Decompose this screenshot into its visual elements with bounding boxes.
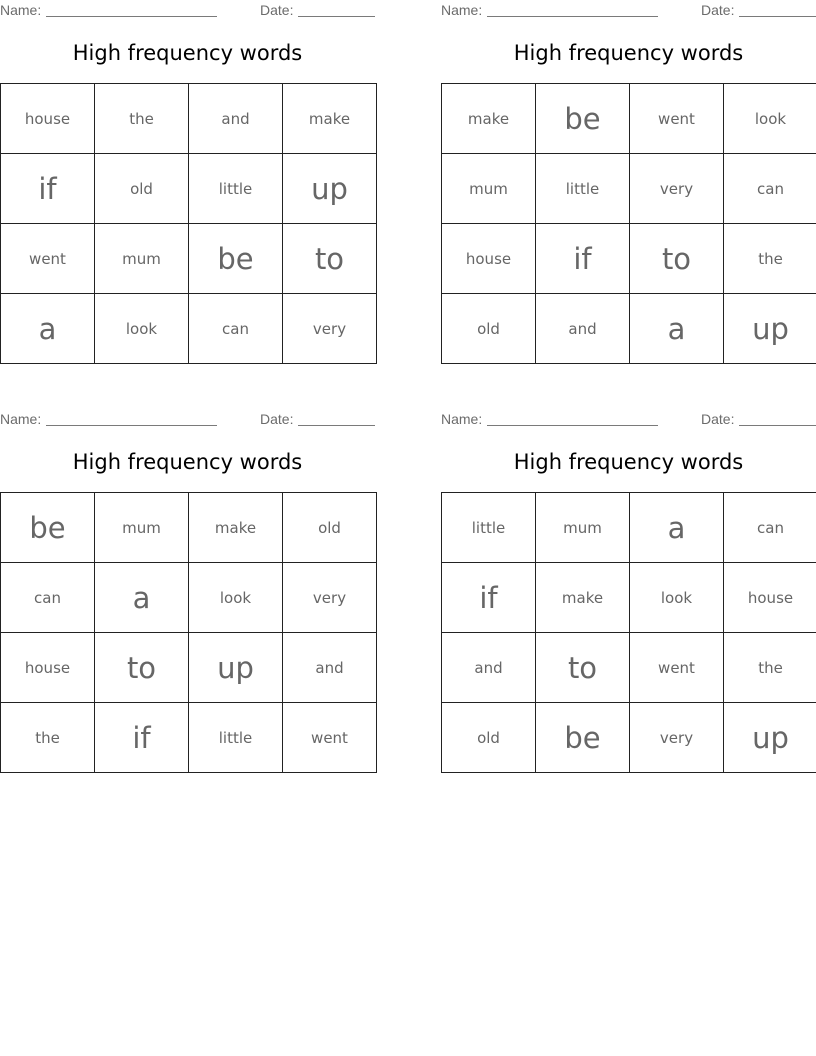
word-cell: and [189,84,283,154]
word-cell: look [724,84,816,154]
word-cell: make [442,84,536,154]
word-cell: went [630,633,724,703]
word-cell: little [189,703,283,773]
word-cell: be [1,493,95,563]
word-cell: mum [95,224,189,294]
name-blank-line [487,16,658,17]
date-label: Date: [260,2,294,18]
card-title: High frequency words [72,41,303,65]
word-cell: to [630,224,724,294]
word-cell: make [189,493,283,563]
grid-row [442,224,816,294]
word-cell: make [536,563,630,633]
word-cell: the [95,84,189,154]
word-cell: went [630,84,724,154]
name-label: Name: [441,411,483,427]
card-header [0,411,375,429]
word-cell: went [283,703,377,773]
word-cell: the [724,224,816,294]
card-title: High frequency words [513,450,744,474]
word-cell: went [1,224,95,294]
name-blank-line [487,425,658,426]
grid-row [1,154,377,224]
grid-row [442,84,816,154]
bingo-card-3 [0,409,375,774]
card-header [441,411,816,429]
name-label: Name: [0,2,42,18]
word-cell: up [283,154,377,224]
grid-row [1,563,377,633]
word-cell: old [442,703,536,773]
bingo-card-2 [441,0,816,365]
word-cell: old [95,154,189,224]
word-cell: the [1,703,95,773]
word-cell: a [95,563,189,633]
word-cell: look [630,563,724,633]
date-blank-line [298,425,375,426]
grid-row [442,154,816,224]
card-header [441,2,816,20]
grid-row [442,703,816,773]
word-cell: little [442,493,536,563]
word-cell: house [442,224,536,294]
word-grid [441,492,816,773]
word-cell: and [536,294,630,364]
word-cell: can [1,563,95,633]
word-cell: very [630,154,724,224]
grid-row [1,84,377,154]
date-blank-line [298,16,375,17]
word-cell: can [724,154,816,224]
date-label: Date: [701,2,735,18]
word-cell: old [283,493,377,563]
word-grid [441,83,816,364]
date-label: Date: [701,411,735,427]
word-cell: up [724,294,816,364]
card-header [0,2,375,20]
word-cell: a [630,294,724,364]
bingo-card-4 [441,409,816,774]
word-cell: mum [536,493,630,563]
word-grid [0,83,377,364]
grid-row [1,294,377,364]
card-title: High frequency words [513,41,744,65]
name-label: Name: [441,2,483,18]
grid-row [1,493,377,563]
name-blank-line [46,425,217,426]
word-cell: old [442,294,536,364]
word-cell: look [189,563,283,633]
word-cell: if [442,563,536,633]
word-cell: be [536,703,630,773]
word-cell: house [724,563,816,633]
word-cell: very [630,703,724,773]
name-label: Name: [0,411,42,427]
date-blank-line [739,425,816,426]
word-cell: house [1,84,95,154]
grid-row [1,703,377,773]
grid-row [1,224,377,294]
word-cell: little [536,154,630,224]
word-cell: look [95,294,189,364]
word-cell: can [189,294,283,364]
word-grid [0,492,377,773]
word-cell: can [724,493,816,563]
word-cell: mum [95,493,189,563]
date-blank-line [739,16,816,17]
word-cell: very [283,563,377,633]
word-cell: a [1,294,95,364]
word-cell: if [1,154,95,224]
word-cell: a [630,493,724,563]
word-cell: to [536,633,630,703]
word-cell: very [283,294,377,364]
word-cell: house [1,633,95,703]
grid-row [442,563,816,633]
word-cell: and [442,633,536,703]
grid-row [442,493,816,563]
date-label: Date: [260,411,294,427]
word-cell: and [283,633,377,703]
bingo-card-1 [0,0,375,365]
word-cell: to [283,224,377,294]
word-cell: the [724,633,816,703]
word-cell: if [95,703,189,773]
word-cell: be [536,84,630,154]
card-title: High frequency words [72,450,303,474]
word-cell: make [283,84,377,154]
grid-row [442,633,816,703]
grid-row [1,633,377,703]
word-cell: to [95,633,189,703]
word-cell: if [536,224,630,294]
word-cell: be [189,224,283,294]
word-cell: up [724,703,816,773]
name-blank-line [46,16,217,17]
word-cell: up [189,633,283,703]
grid-row [442,294,816,364]
word-cell: little [189,154,283,224]
word-cell: mum [442,154,536,224]
